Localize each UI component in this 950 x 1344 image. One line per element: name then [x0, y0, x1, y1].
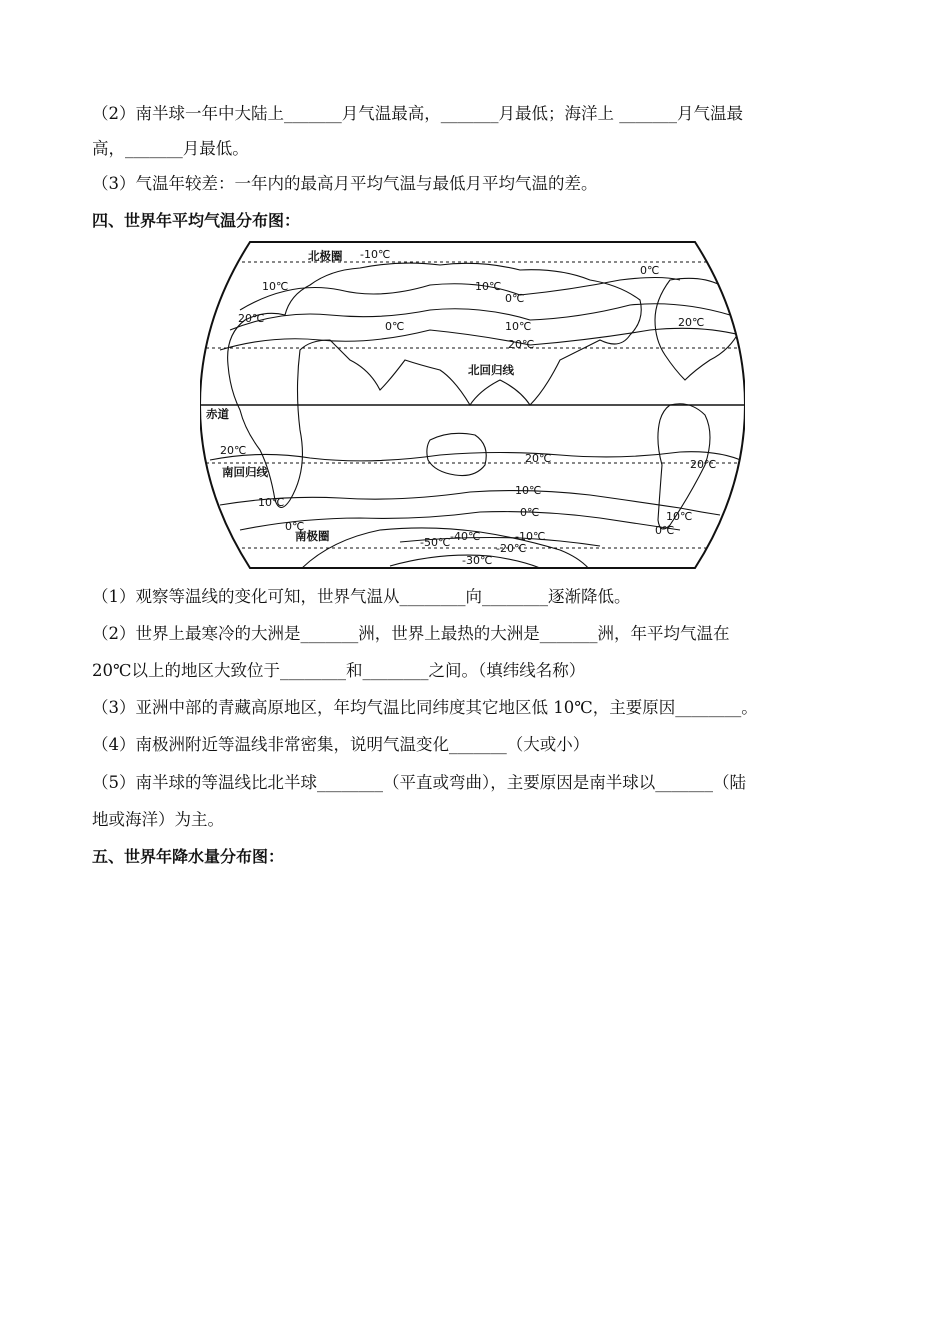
label-isotherm-10-asia: 10℃: [505, 320, 532, 333]
s3-item2-line1: （2）南半球一年中大陆上_______月气温最高，_______月最低；海洋上 _______月气温最: [92, 104, 743, 123]
s4-q1: （1）观察等温线的变化可知，世界气温从________向________逐渐降低。: [92, 587, 631, 606]
section5-heading: 五、世界年降水量分布图：: [92, 847, 285, 866]
label-isotherm-10-se: 10℃: [666, 510, 693, 523]
s3-item2-line2: 高，_______月最低。: [92, 139, 249, 158]
label-isotherm-0-asia: 0℃: [385, 320, 405, 333]
label-isotherm-m50: -50℃: [420, 536, 451, 549]
label-antarctic-circle: 南极圈: [295, 529, 330, 543]
s4-q5-line1: （5）南半球的等温线比北半球________（平直或弯曲），主要原因是南半球以_______（陆: [92, 773, 746, 792]
s4-q2-line2: 20℃以上的地区大致位于________和________之间。（填纬线名称）: [92, 661, 586, 680]
world-temperature-map: [200, 240, 745, 570]
label-isotherm-20-se: 20℃: [690, 458, 717, 471]
label-isotherm-0-sw: 0℃: [285, 520, 305, 533]
label-arctic-circle: 北极圈: [308, 249, 343, 263]
label-isotherm-m40: -40℃: [450, 530, 481, 543]
label-isotherm-m10-s: -10℃: [515, 530, 546, 543]
s4-q4: （4）南极洲附近等温线非常密集，说明气温变化_______（大或小）: [92, 735, 590, 754]
s3-item3: （3）气温年较差：一年内的最高月平均气温与最低月平均气温的差。: [92, 174, 598, 193]
s4-q2-line1: （2）世界上最寒冷的大洲是_______洲，世界上最热的大洲是_______洲，年平均气温在: [92, 624, 730, 643]
label-isotherm-0-s: 0℃: [520, 506, 540, 519]
label-isotherm-20-s: 20℃: [525, 452, 552, 465]
label-isotherm-0-ne: 0℃: [505, 292, 525, 305]
s4-q5-line2: 地或海洋）为主。: [92, 810, 224, 829]
s4-q3: （3）亚洲中部的青藏高原地区，年均气温比同纬度其它地区低 10℃，主要原因________。: [92, 698, 758, 717]
label-isotherm-10-nw: 10℃: [262, 280, 289, 293]
section4-heading: 四、世界年平均气温分布图：: [92, 211, 301, 230]
label-isotherm-20-nw: 20℃: [238, 312, 265, 325]
label-isotherm-20-asia: 20℃: [508, 338, 535, 351]
label-isotherm-10-ne: 10℃: [475, 280, 502, 293]
label-isotherm-10-s: 10℃: [515, 484, 542, 497]
label-tropic-capricorn: 南回归线: [222, 465, 268, 479]
label-isotherm-m10-arctic: -10℃: [360, 248, 391, 261]
label-isotherm-20-sw: 20℃: [220, 444, 247, 457]
label-isotherm-0-na: 0℃: [640, 264, 660, 277]
label-isotherm-m30: -30℃: [462, 554, 493, 567]
label-isotherm-10-sw: 10℃: [258, 496, 285, 509]
label-isotherm-0-se: 0℃: [655, 524, 675, 537]
map-svg: [200, 240, 745, 570]
label-equator: 赤道: [206, 407, 229, 421]
label-isotherm-m20: -20℃: [496, 542, 527, 555]
label-tropic-cancer: 北回归线: [468, 363, 514, 377]
label-isotherm-20-na: 20℃: [678, 316, 705, 329]
